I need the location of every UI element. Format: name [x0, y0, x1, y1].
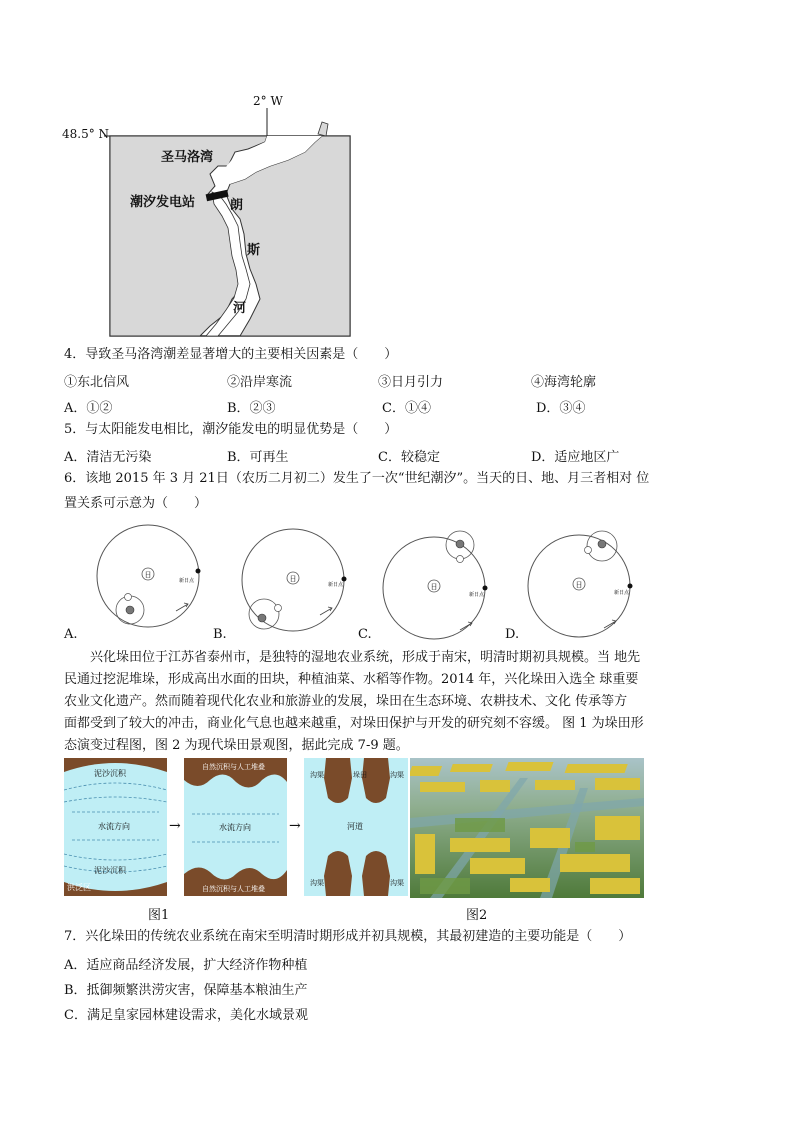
- svg-text:新日点: 新日点: [328, 582, 344, 588]
- fig1-p3-mid-label: 河道: [347, 822, 363, 831]
- svg-text:新日点: 新日点: [179, 578, 195, 584]
- q6-option-d: D.: [505, 627, 520, 642]
- tidal-map: [60, 94, 360, 339]
- q4-option-a: A．①②: [64, 401, 113, 416]
- q6-option-b: B.: [213, 627, 227, 642]
- river-label-1: 朗: [230, 198, 244, 213]
- orbit-diagram-d: [528, 531, 633, 637]
- q6-option-a: A.: [64, 627, 78, 642]
- passage-line-3: 农业文化遗产。然而随着现代化农业和旅游业的发展，垛田在生态环境、农耕技术、文化 传承等方: [64, 694, 628, 709]
- q5-stem: 5．与太阳能发电相比，潮汐能发电的明显优势是（ ）: [64, 422, 398, 437]
- fig1-p3-bottom-left-label: 沟渠: [310, 879, 324, 887]
- svg-text:日: 日: [430, 583, 438, 591]
- q4-option-d: D．③④: [536, 401, 586, 416]
- svg-text:新日点: 新日点: [614, 590, 630, 596]
- q6-stem-line2: 置关系可示意为（ ）: [64, 496, 208, 511]
- q4-stem: 4．导致圣马洛湾潮差显著增大的主要相关因素是（ ）: [64, 347, 398, 362]
- figure-2-caption: 图2: [466, 908, 488, 923]
- fig1-p2-mid-label: 水流方向: [219, 823, 251, 832]
- q7-stem: 7．兴化垛田的传统农业系统在南宋至明清时期形成并初具规模，其最初建造的主要功能是（ ）: [64, 929, 632, 944]
- q7-option-c: C．满足皇家园林建设需求，美化水域景观: [64, 1008, 308, 1023]
- passage-line-4: 面都受到了较大的冲击，商业化气息也越来越重，对垛田保护与开发的研究刻不容缓。 图 1 为垛田形: [64, 716, 644, 731]
- q4-factor-2: ②沿岸寒流: [227, 375, 293, 390]
- passage-line-2: 民通过挖泥堆垛，形成高出水面的田块，种植油菜、水稻等作物。2014 年，兴化垛田入选全 球重要: [64, 672, 639, 687]
- fig1-p3-top-mid-label: 垛田: [353, 771, 367, 779]
- q5-option-a: A．清洁无污染: [64, 450, 152, 465]
- fig1-p1-corner-label: 洪泛区: [67, 883, 91, 892]
- q7-option-a: A．适应商品经济发展，扩大经济作物种植: [64, 958, 308, 973]
- q4-option-c: C．①④: [382, 401, 431, 416]
- svg-text:日: 日: [144, 571, 152, 579]
- q4-factor-4: ④海湾轮廓: [531, 375, 597, 390]
- fig1-p1-bottom-label: 泥沙沉积: [94, 866, 126, 875]
- q7-option-b: B．抵御频繁洪涝灾害，保障基本粮油生产: [64, 983, 308, 998]
- river-label-2: 斯: [247, 243, 261, 258]
- svg-text:日: 日: [289, 575, 297, 583]
- q5-option-d: D．适应地区广: [531, 450, 620, 465]
- fig1-arrow-2: →: [289, 818, 301, 834]
- svg-text:日: 日: [575, 581, 583, 589]
- q4-option-b: B．②③: [227, 401, 276, 416]
- svg-text:新日点: 新日点: [469, 592, 485, 598]
- figure-1-caption: 图1: [148, 908, 170, 923]
- q6-stem-line1: 6．该地 2015 年 3 月 21日（农历二月初二）发生了一次“世纪潮汐”。当天的日、地、月三者相对 位: [64, 471, 650, 486]
- passage-line-1: 兴化垛田位于江苏省泰州市，是独特的湿地农业系统，形成于南宋，明清时期初具规模。当 地先: [90, 650, 641, 665]
- fig1-p2-top-label: 自然沉积与人工堆叠: [202, 763, 265, 771]
- orbit-diagram-a: [97, 525, 201, 627]
- orbit-diagram-b: [242, 529, 347, 631]
- station-label: 潮汐发电站: [130, 195, 196, 210]
- fig1-p3-top-left-label: 沟渠: [310, 771, 324, 779]
- q4-factor-1: ①东北信风: [64, 375, 130, 390]
- orbit-diagram-c: [383, 531, 488, 639]
- passage-line-5: 态演变过程图，图 2 为现代垛田景观图，据此完成 7-9 题。: [64, 738, 409, 753]
- parallel-label: 48.5° N: [62, 127, 110, 141]
- river-label-3: 河: [233, 301, 247, 316]
- bay-label: 圣马洛湾: [161, 150, 214, 165]
- q5-option-c: C．较稳定: [378, 450, 440, 465]
- fig1-p1-mid-label: 水流方向: [98, 822, 130, 831]
- q6-option-c: C.: [358, 627, 372, 642]
- figure-2-photo: [410, 758, 644, 898]
- fig1-p1-top-label: 泥沙沉积: [94, 769, 126, 778]
- meridian-label: 2° W: [253, 94, 283, 108]
- fig1-p3-top-right-label: 沟渠: [390, 771, 404, 779]
- fig1-p2-bottom-label: 自然沉积与人工堆叠: [202, 885, 265, 893]
- fig1-arrow-1: →: [169, 818, 181, 834]
- q5-option-b: B．可再生: [227, 450, 289, 465]
- fig1-p3-bottom-right-label: 沟渠: [390, 879, 404, 887]
- figure-1: [64, 758, 409, 898]
- q4-factor-3: ③日月引力: [378, 375, 444, 390]
